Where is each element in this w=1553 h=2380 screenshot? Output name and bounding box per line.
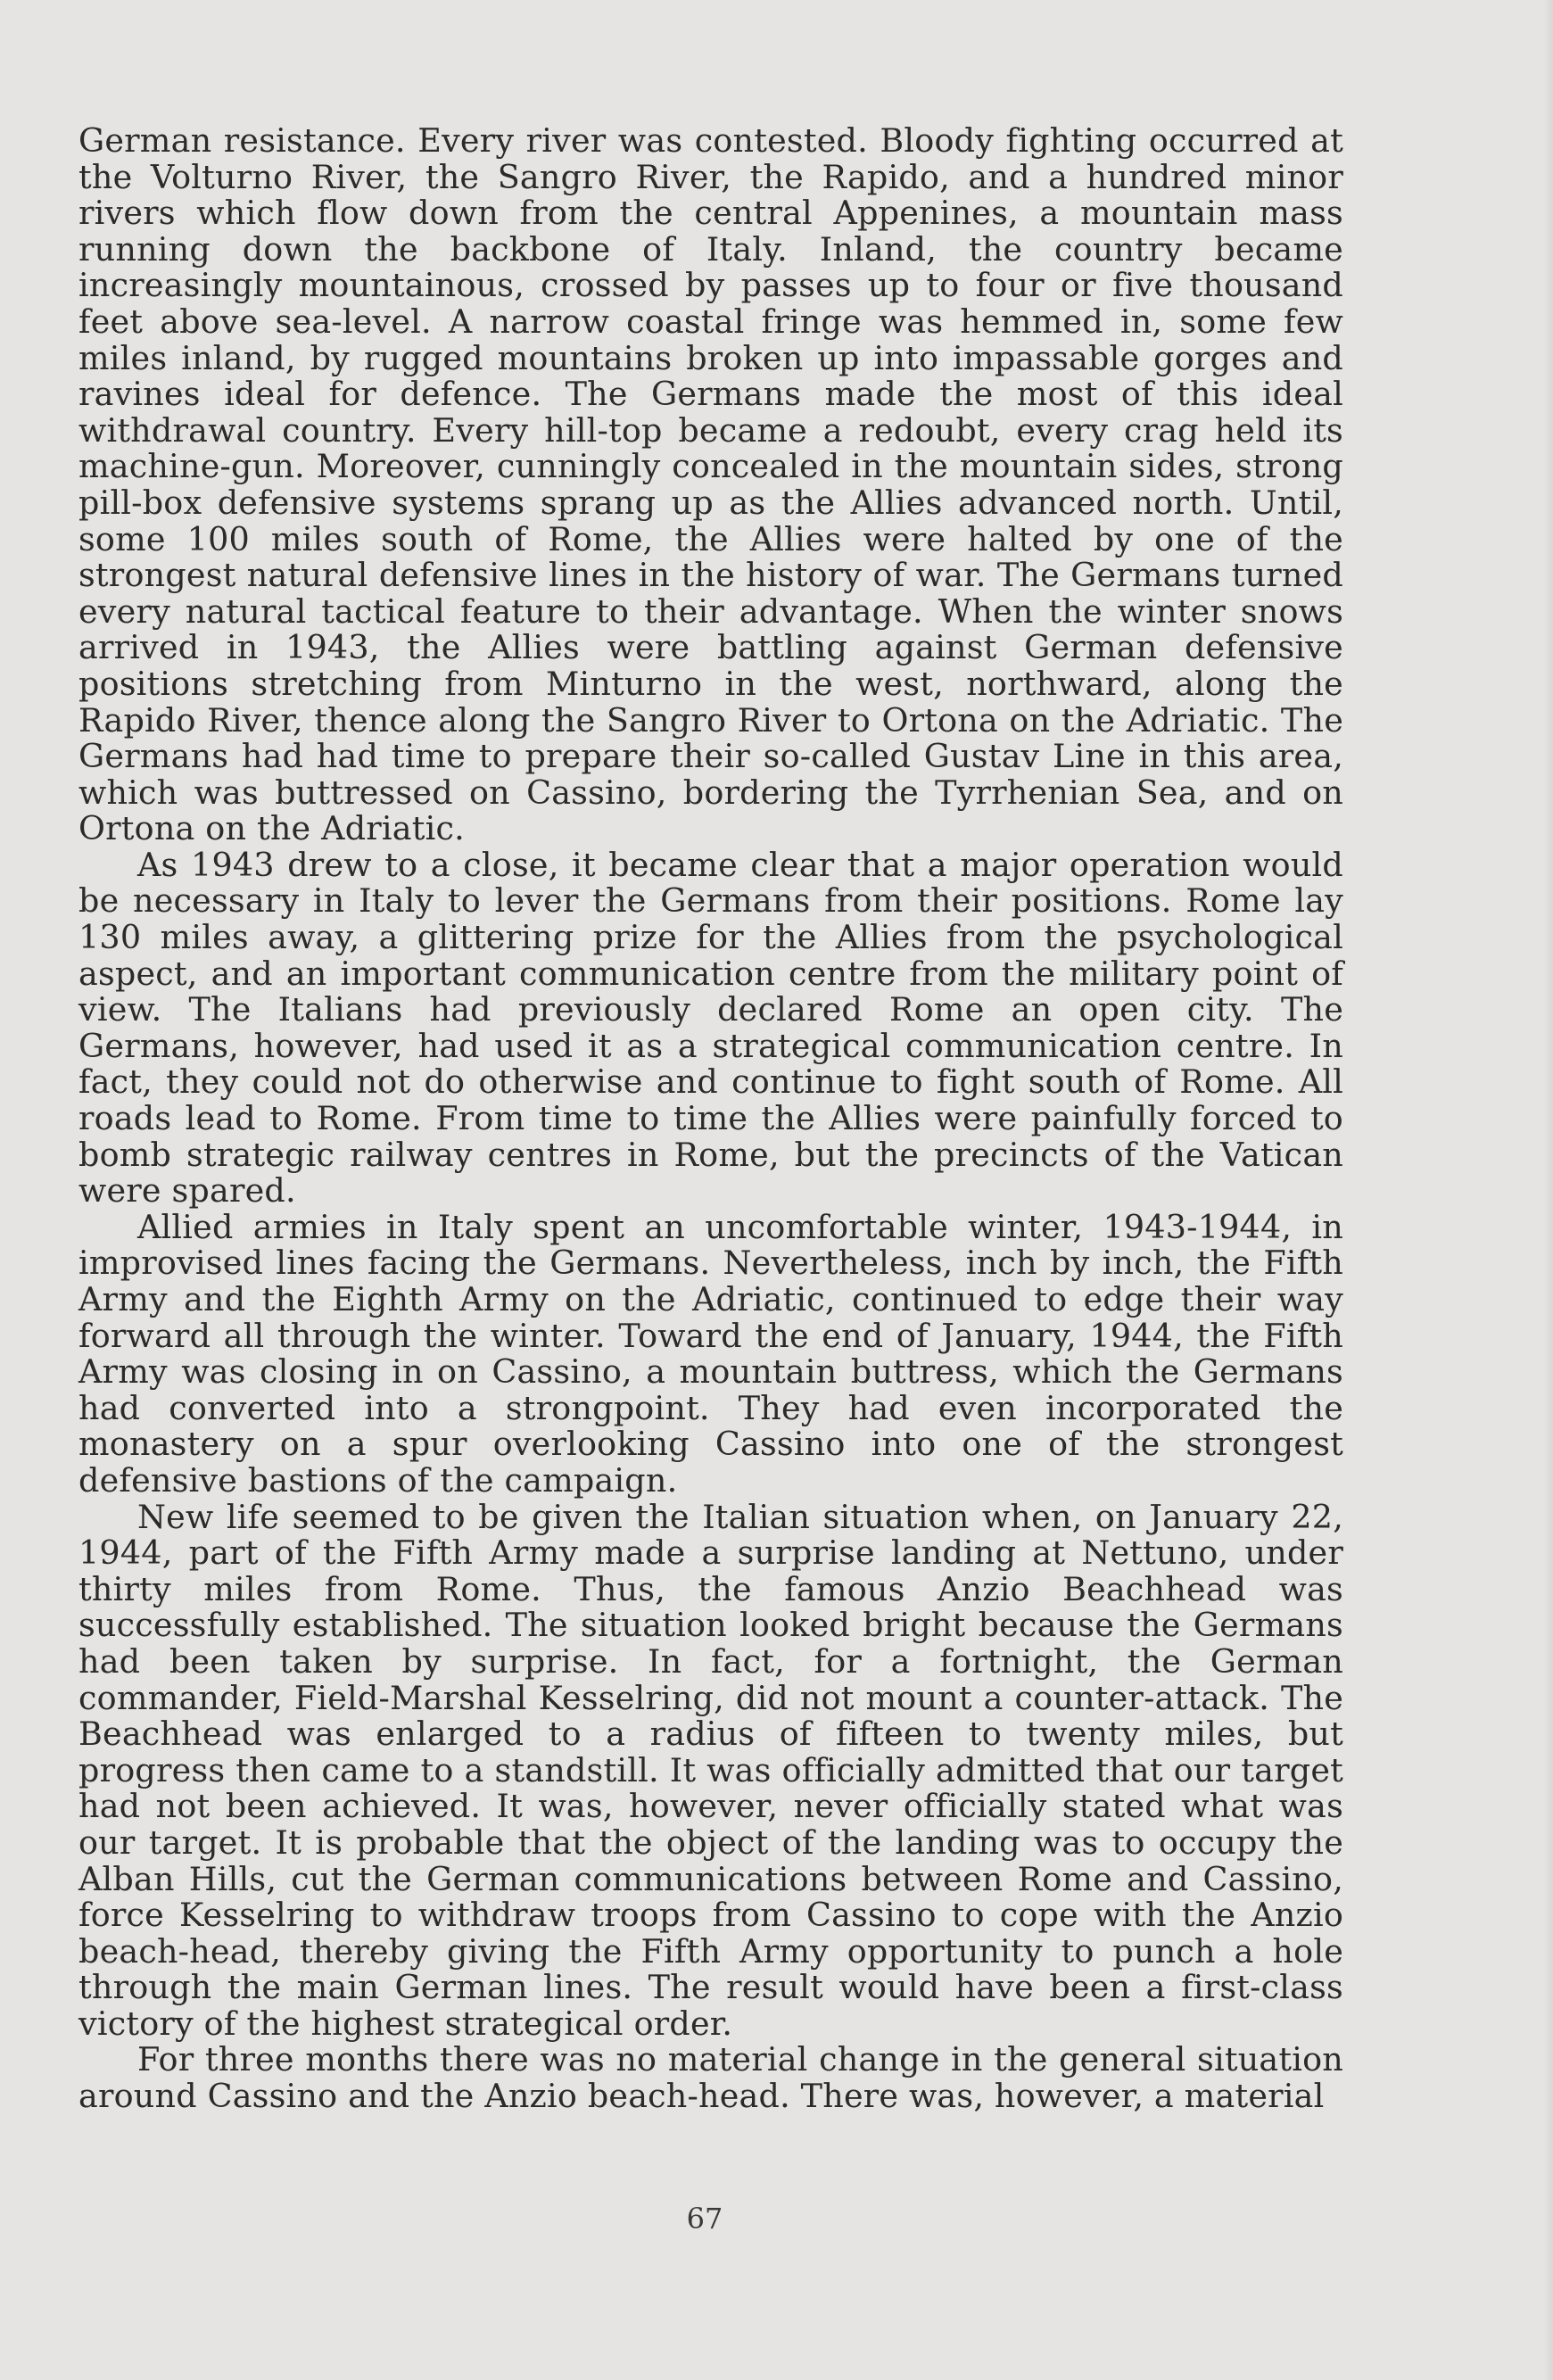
paragraph-5: For three months there was no material change in the general situation around Cassino and the Anzio beach-head. There was, however, a material xyxy=(78,2040,1343,2116)
page-edge xyxy=(1544,0,1553,2380)
body-text xyxy=(78,123,1343,2115)
paragraph-2: As 1943 drew to a close, it became clear that a major operation would be necessary in Italy to lever the Germans from their positions. Rome lay 130 miles away, a glittering prize for the Allies from the psychological aspect, and an important communication centre from the military point of view. The Italians had previously declared Rome an open city. The Germans, however, had used it as a strategical communication centre. In fact, they could not do otherwise and continue to fight south of Rome. All roads lead to Rome. From time to time the Allies were painfully forced to bomb strategic railway centres in Rome, but the precincts of the Vatican were spared. xyxy=(78,845,1343,1211)
paragraph-3: Allied armies in Italy spent an uncomfortable winter, 1943-1944, in improvised lines facing the Germans. Nevertheless, inch by inch, the Fifth Army and the Eighth Army on the Adriatic, continued to edge their way forward all through the winter. Toward the end of January, 1944, the Fifth Army was closing in on Cassino, a mountain buttress, which the Germans had converted into a strongpoint. They had even incorporated the monastery on a spur overlooking Cassino into one of the strongest defensive bastions of the campaign. xyxy=(78,1207,1343,1500)
paragraph-1: German resistance. Every river was contested. Bloody fighting occurred at the Volturno River, the Sangro River, the Rapido, and a hundred minor rivers which flow down from the central Appenines, a mountain mass running down the backbone of Italy. Inland, the country became increasingly mountainous, crossed by passes up to four or five thousand feet above sea-level. A narrow coastal fringe was hemmed in, some few miles inland, by rugged mountains broken up into impassable gorges and ravines ideal for defence. The Germans made the most of this ideal withdrawal country. Every hill-top became a redoubt, every crag held its machine-gun. Moreover, cunningly concealed in the mountain sides, strong pill-box defensive systems sprang up as the Allies advanced north. Until, some 100 miles south of Rome, the Allies were halted by one of the strongest natural defensive lines in the history of war. The Germans turned every natural tactical feature to their advantage. When the winter snows arrived in 1943, the Allies were battling against German defensive positions stretching from Minturno in the west, northward, along the Rapido River, thence along the Sangro River to Ortona on the Adriatic. The Germans had had time to prepare their so-called Gustav Line in this area, which was buttressed on Cassino, bordering the Tyrrhenian Sea, and on Ortona on the Adriatic. xyxy=(78,121,1343,848)
page-number: 67 xyxy=(686,2202,723,2235)
paragraph-4: New life seemed to be given the Italian situation when, on January 22, 1944, part of the Fifth Army made a surprise landing at Nettuno, under thirty miles from Rome. Thus, the famous Anzio Beachhead was successfully established. The situation looked bright because the Germans had been taken by surprise. In fact, for a fortnight, the German commander, Field-Marshal Kesselring, did not mount a counter-attack. The Beachhead was enlarged to a radius of fifteen to twenty miles, but progress then came to a standstill. It was officially admitted that our target had not been achieved. It was, however, never officially stated what was our target. It is probable that the object of the landing was to occupy the Alban Hills, cut the German communications between Rome and Cassino, force Kesselring to withdraw troops from Cassino to cope with the Anzio beach-head, thereby giving the Fifth Army opportunity to punch a hole through the main German lines. The result would have been a first-class victory of the highest strategical order. xyxy=(78,1497,1343,2043)
